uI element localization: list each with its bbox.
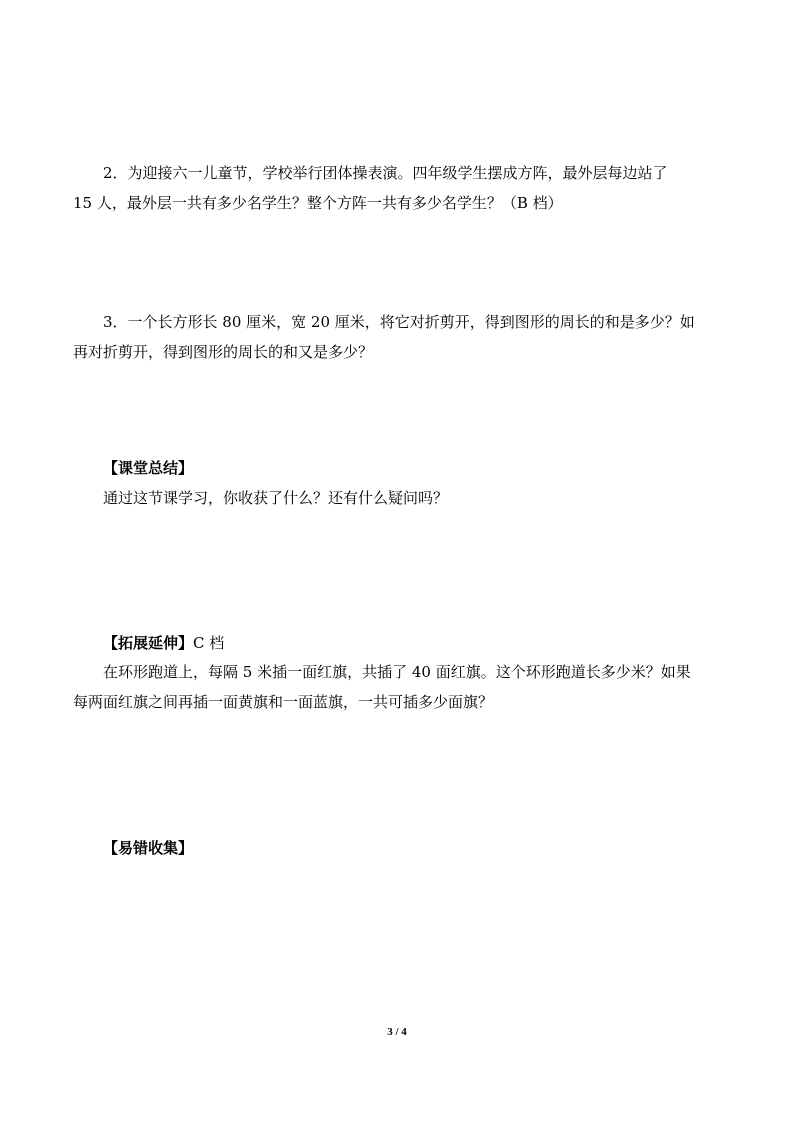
summary-text: 通过这节课学习，你收获了什么？还有什么疑问吗？ xyxy=(103,489,449,507)
question-3-line-2: 再对折剪开，得到图形的周长的和又是多少？ xyxy=(73,343,374,361)
page-number: 3 / 4 xyxy=(387,1026,407,1038)
extension-line-2: 每两面红旗之间再插一面黄旗和一面蓝旗，一共可插多少面旗？ xyxy=(73,693,494,711)
summary-heading: 【课堂总结】 xyxy=(103,459,194,477)
extension-level: C 档 xyxy=(193,634,225,652)
mistakes-heading: 【易错收集】 xyxy=(103,839,194,857)
extension-line-1: 在环形跑道上，每隔 5 米插一面红旗，共插了 40 面红旗。这个环形跑道长多少米？如果 xyxy=(103,663,691,681)
question-3-line-1: 3．一个长方形长 80 厘米，宽 20 厘米，将它对折剪开，得到图形的周长的和是多少？如 xyxy=(103,313,695,331)
question-2-line-1: 2．为迎接六一儿童节，学校举行团体操表演。四年级学生摆成方阵，最外层每边站了 xyxy=(103,164,668,182)
question-2-line-2: 15 人，最外层一共有多少名学生？整个方阵一共有多少名学生？（B 档） xyxy=(73,194,563,212)
extension-heading: 【拓展延伸】 xyxy=(103,634,194,652)
extension-heading-line xyxy=(103,633,224,653)
